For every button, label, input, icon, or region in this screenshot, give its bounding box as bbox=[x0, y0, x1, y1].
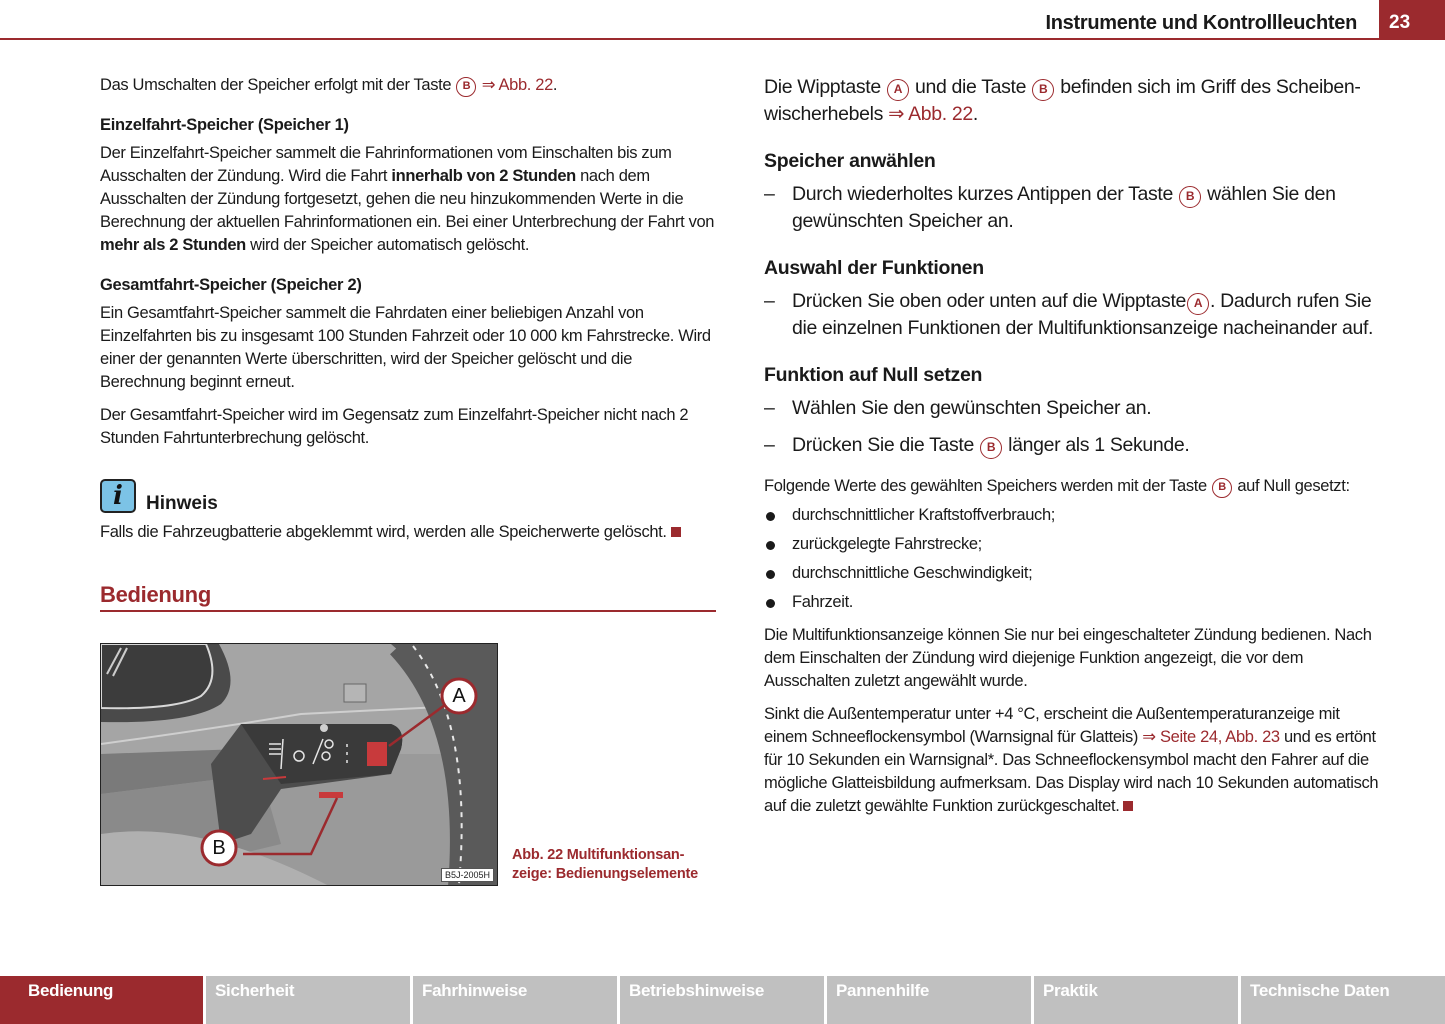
tab-pannenhilfe[interactable]: Pannenhilfe bbox=[827, 976, 1031, 1024]
step-select-function: – Drücken Sie oben oder unten auf die Wipptaste A . Dadurch rufen Sie die einzelnen Funktionen der Multifunktionsanzeige nacheinander auf. bbox=[764, 290, 1374, 339]
list-item: zurückgelegte Fahrstrecke; bbox=[764, 533, 1384, 556]
tab-bedienung[interactable]: Bedienung bbox=[0, 976, 203, 1024]
bullet-icon bbox=[766, 541, 775, 550]
bullet-icon bbox=[766, 599, 775, 608]
tab-fahrhinweise[interactable]: Fahrhinweise bbox=[413, 976, 617, 1024]
info-icon: i bbox=[100, 479, 136, 513]
reset-intro: Folgende Werte des gewählten Speichers werden mit der Taste B auf Null gesetzt: bbox=[764, 475, 1384, 498]
key-b-badge: B bbox=[456, 77, 476, 97]
gesamtfahrt-paragraph-2: Der Gesamtfahrt-Speicher wird im Gegensatz zum Einzelfahrt-Speicher nicht nach 2 Stunden Fahrtunterbrechung gelöscht. bbox=[100, 406, 689, 447]
step-hold-key-b: – Drücken Sie die Taste B länger als 1 Sekunde. bbox=[764, 432, 1384, 459]
step-select-memory: – Durch wiederholtes kurzes Antippen der Taste B wählen Sie den gewünschten Speicher an. bbox=[764, 183, 1336, 232]
tab-sicherheit[interactable]: Sicherheit bbox=[206, 976, 410, 1024]
key-b-badge: B bbox=[1032, 79, 1054, 101]
gesamtfahrt-paragraph-1: Ein Gesamtfahrt-Speicher sammelt die Fahrdaten einer beliebigen Anzahl von Einzelfahrten bis zu insgesamt 100 Stunden Fahrzeit oder 10 000 km Fahrstrecke. Wird einer der genannten Werte überschritten, wird der Speicher gelöscht und die Berechnung beginnt erneut. bbox=[100, 304, 711, 391]
end-marker-icon bbox=[1123, 801, 1133, 811]
heading-auswahl-funktionen: Auswahl der Funktionen bbox=[764, 257, 984, 279]
figure-code: B5J-2005H bbox=[441, 868, 494, 882]
page-number-box bbox=[1379, 0, 1445, 40]
tab-betriebshinweise[interactable]: Betriebshinweise bbox=[620, 976, 824, 1024]
tab-technische-daten[interactable]: Technische Daten bbox=[1241, 976, 1445, 1024]
chapter-title: Instrumente und Kontrollleuchten bbox=[1045, 12, 1357, 34]
reset-list bbox=[764, 504, 1384, 614]
xref-abb-22[interactable]: ⇒ Abb. 22 bbox=[888, 103, 973, 125]
list-item: Fahrzeit. bbox=[764, 591, 1384, 614]
bullet-icon bbox=[766, 570, 775, 579]
section-title: Bedienung bbox=[100, 582, 211, 607]
wiper-stalk-illustration bbox=[101, 644, 498, 886]
key-b-badge: B bbox=[1212, 478, 1232, 498]
bullet-icon bbox=[766, 512, 775, 521]
figure-caption: Abb. 22 Multifunktionsan-zeige: Bedienungselemente bbox=[512, 847, 698, 882]
heading-einzelfahrt: Einzelfahrt-Speicher (Speicher 1) bbox=[100, 116, 349, 134]
heading-funktion-null: Funktion auf Null setzen bbox=[764, 364, 983, 386]
xref-seite-24[interactable]: ⇒ Seite 24, Abb. 23 bbox=[1142, 728, 1280, 746]
einzelfahrt-paragraph: Der Einzelfahrt-Speicher sammelt die Fahrinformationen vom Einschalten bis zum Ausschalten der Zündung. Wird die Fahrt innerhalb von 2 Stunden nach dem Ausschalten der Zündung fortgesetzt, gehen die neu hinzukommenden Werte in die Berechnung der aktuellen Fahrinformationen ein. Bei einer Unterbrechung der Fahrt von mehr als 2 Stunden wird der Speicher automatisch gelöscht. bbox=[100, 144, 715, 254]
heading-speicher-anwaehlen: Speicher anwählen bbox=[764, 150, 936, 172]
key-a-badge: A bbox=[887, 79, 909, 101]
ignition-paragraph: Die Multifunktionsanzeige können Sie nur bei eingeschalteter Zündung bedienen. Nach dem Einschalten der Zündung wird diejenige Funktion angezeigt, die vor dem Ausschalten zuletzt angewählt wurde. bbox=[764, 626, 1372, 690]
left-column bbox=[100, 74, 716, 450]
intro-paragraph: Das Umschalten der Speicher erfolgt mit der Taste B ⇒ Abb. 22. bbox=[100, 74, 716, 97]
list-item: durchschnittlicher Kraftstoffverbrauch; bbox=[764, 504, 1384, 527]
step-choose-memory: – Wählen Sie den gewünschten Speicher an. bbox=[764, 397, 1152, 419]
heading-gesamtfahrt: Gesamtfahrt-Speicher (Speicher 2) bbox=[100, 276, 362, 294]
right-column bbox=[764, 74, 1384, 818]
temperature-paragraph: Sinkt die Außentemperatur unter +4 °C, erscheint die Außentemperaturanzeige mit einem Schneeflockensymbol (Warnsignal für Glatteis) ⇒ Seite 24, Abb. 23 und es ertönt für 10 Sekunden ein Warnsignal*. Das Schneeflockensymbol macht den Fahrer auf die mögliche Glatteisbildung aufmerksam. Das Display wird nach 10 Sekunden automatisch auf die zuletzt gewählte Funktion zurückgeschaltet. bbox=[764, 705, 1379, 815]
note-text: Falls die Fahrzeugbatterie abgeklemmt wird, werden alle Speicherwerte gelöscht. bbox=[100, 521, 720, 544]
section-rule bbox=[100, 610, 716, 612]
list-item: durchschnittliche Geschwindigkeit; bbox=[764, 562, 1384, 585]
figure-wiper-stalk bbox=[100, 643, 498, 886]
key-b-badge: B bbox=[1179, 186, 1201, 208]
note-title: Hinweis bbox=[146, 493, 218, 514]
tab-praktik[interactable]: Praktik bbox=[1034, 976, 1238, 1024]
key-b-badge: B bbox=[980, 437, 1002, 459]
end-marker-icon bbox=[671, 527, 681, 537]
callout-b-label: B bbox=[212, 837, 226, 859]
xref-abb-22[interactable]: ⇒ Abb. 22 bbox=[481, 76, 553, 94]
callout-a-label: A bbox=[452, 685, 466, 707]
right-intro-paragraph: Die Wipptaste A und die Taste B befinden sich im Griff des Scheiben-wischerhebels ⇒ Abb. 22. bbox=[764, 76, 1361, 125]
key-a-badge: A bbox=[1187, 293, 1209, 315]
page-number: 23 bbox=[1389, 12, 1411, 33]
chapter-tabs bbox=[0, 976, 1445, 1024]
header-rule bbox=[0, 38, 1445, 40]
